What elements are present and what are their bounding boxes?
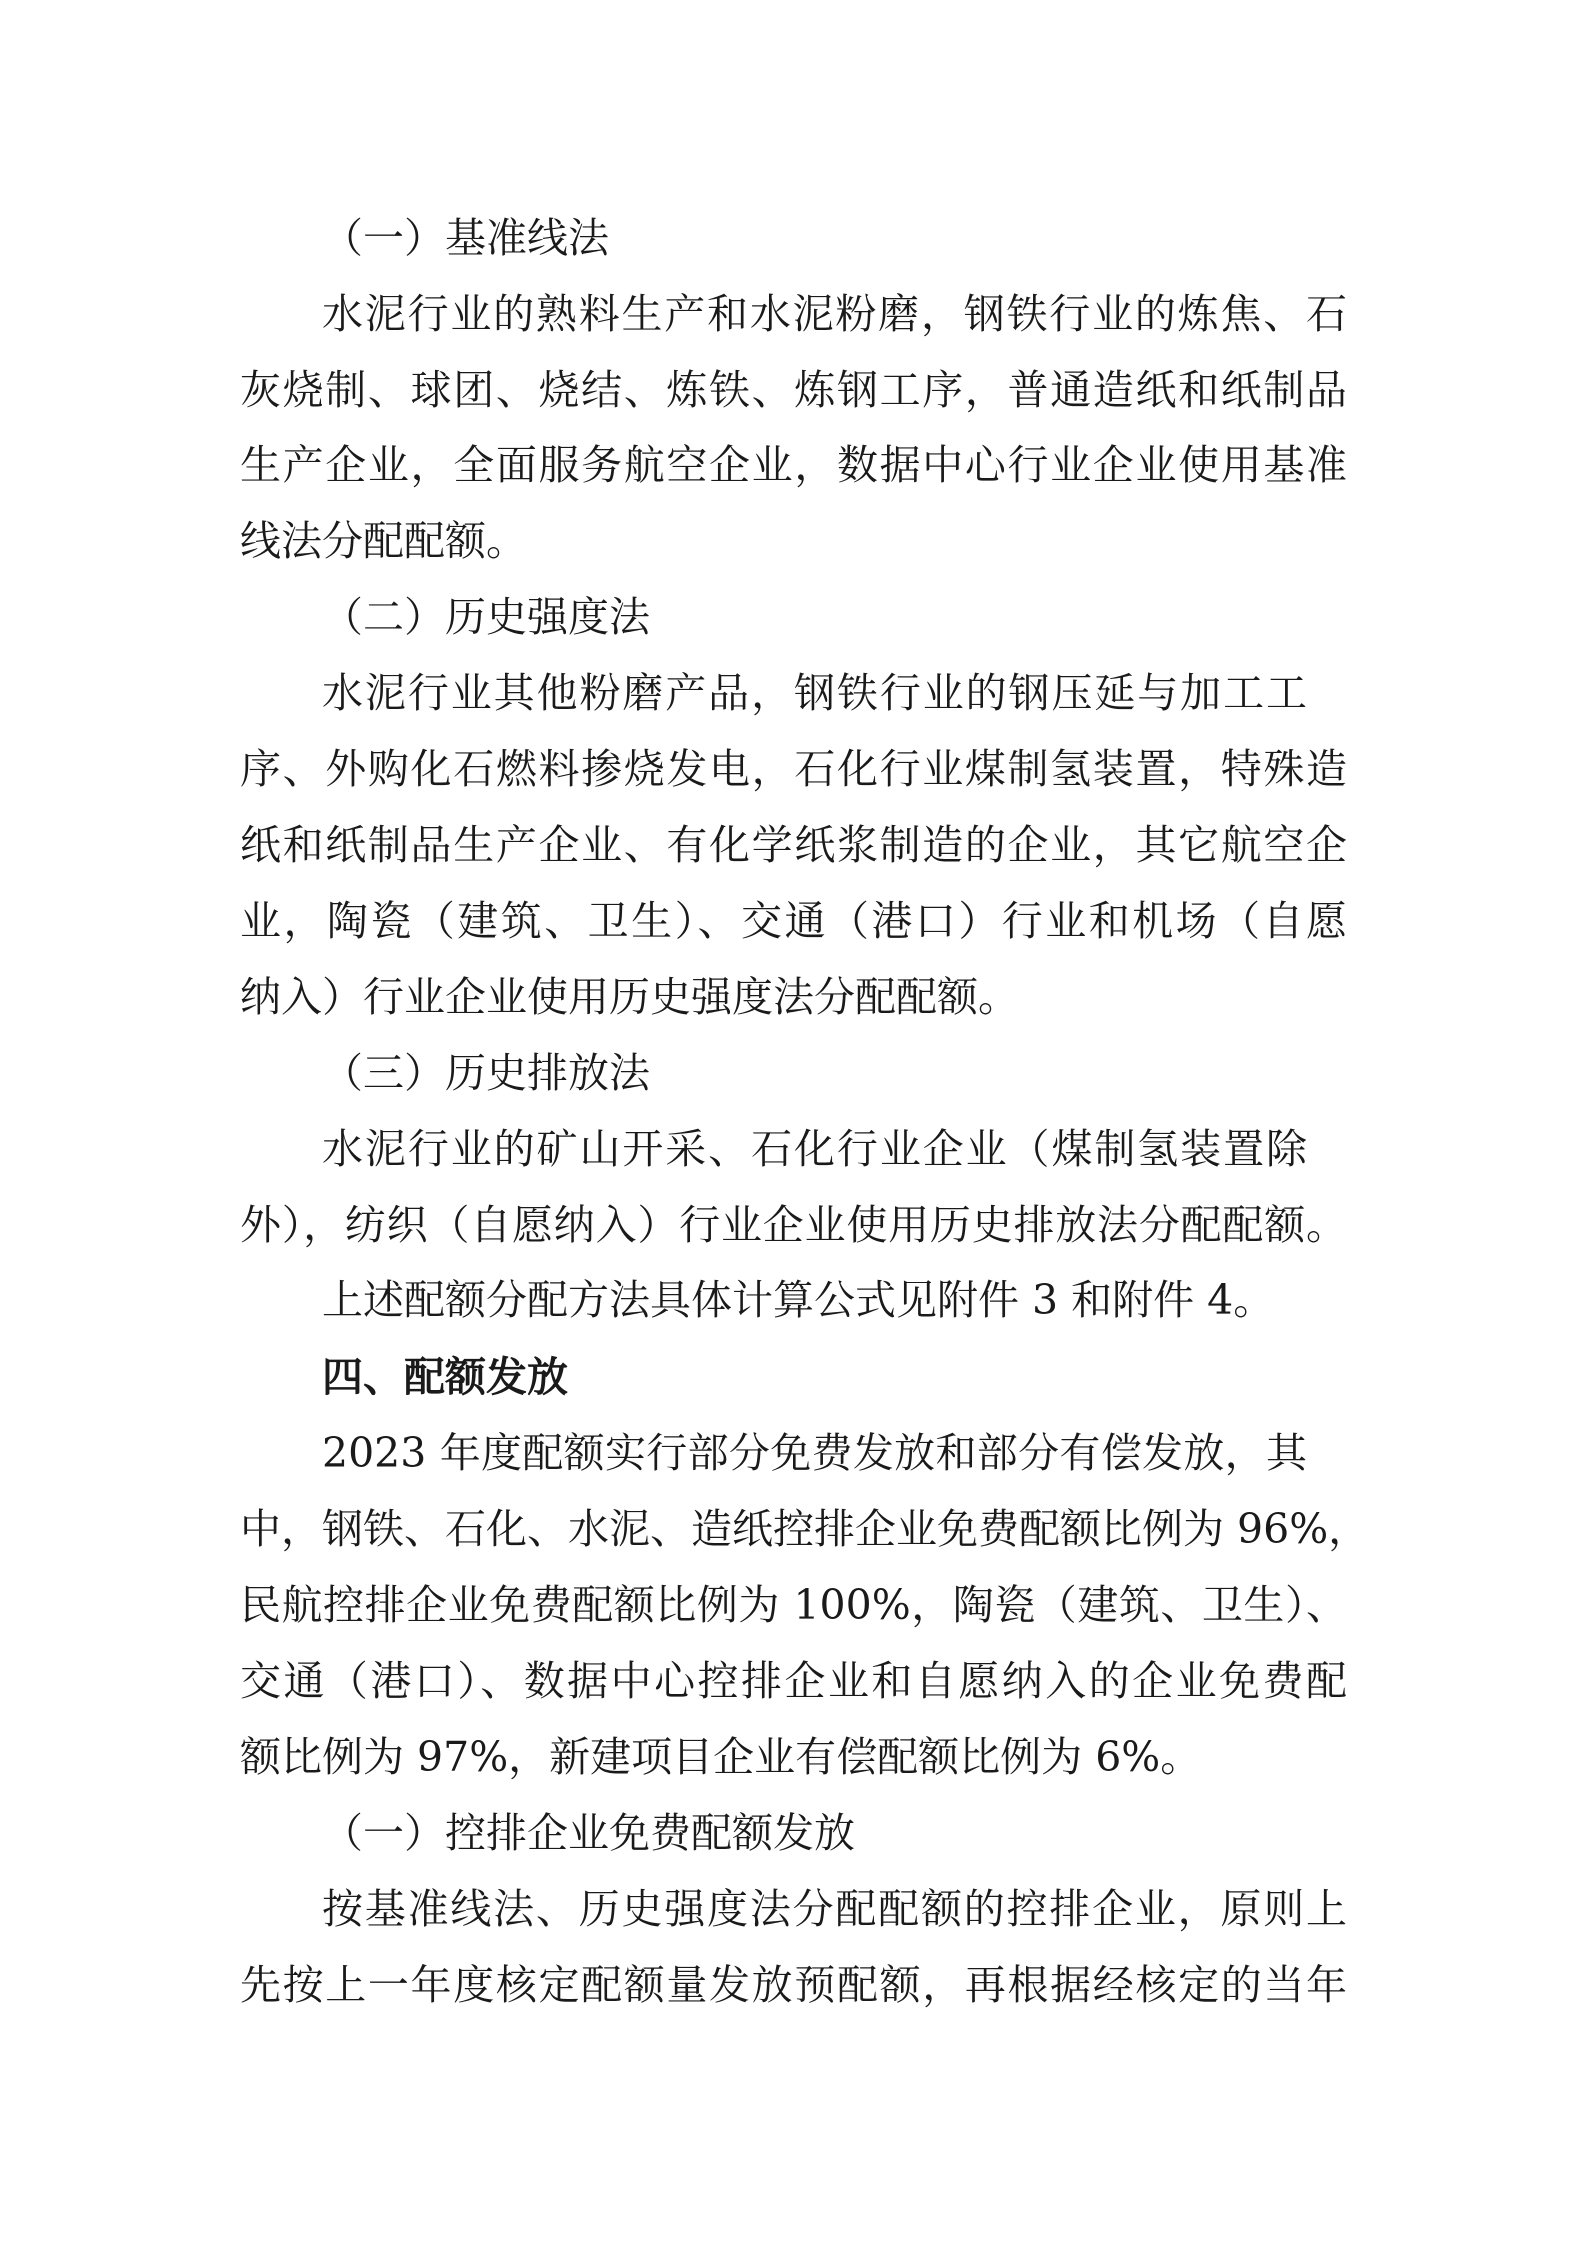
paragraph-line: 额比例为 97%，新建项目企业有偿配额比例为 6%。 xyxy=(240,1733,1202,1781)
section-heading-baseline-method: （一）基准线法 xyxy=(322,214,609,262)
section-heading-free-quota-issuance: （一）控排企业免费配额发放 xyxy=(322,1809,855,1857)
paragraph-line: 业，陶瓷（建筑、卫生）、交通（港口）行业和机场（自愿 xyxy=(240,897,1347,945)
section-heading-historical-intensity: （二）历史强度法 xyxy=(322,593,650,641)
paragraph-line: 外），纺织（自愿纳入）行业企业使用历史排放法分配配额。 xyxy=(240,1201,1347,1249)
paragraph-line: 2023 年度配额实行部分免费发放和部分有偿发放，其 xyxy=(322,1429,1307,1477)
paragraph-line: 民航控排企业免费配额比例为 100%，陶瓷（建筑、卫生）、 xyxy=(240,1581,1347,1629)
paragraph-line: 线法分配配额。 xyxy=(240,517,527,565)
paragraph-line: 水泥行业其他粉磨产品，钢铁行业的钢压延与加工工 xyxy=(322,669,1307,717)
paragraph-line: 按基准线法、历史强度法分配配额的控排企业，原则上 xyxy=(322,1885,1347,1933)
paragraph-line: 纳入）行业企业使用历史强度法分配配额。 xyxy=(240,973,1019,1021)
paragraph-line: 水泥行业的熟料生产和水泥粉磨，钢铁行业的炼焦、石 xyxy=(322,290,1347,338)
paragraph-line: 纸和纸制品生产企业、有化学纸浆制造的企业，其它航空企 xyxy=(240,821,1347,869)
paragraph-line: 水泥行业的矿山开采、石化行业企业（煤制氢装置除 xyxy=(322,1125,1307,1173)
paragraph-line: 交通（港口）、数据中心控排企业和自愿纳入的企业免费配 xyxy=(240,1657,1347,1705)
paragraph-line: 序、外购化石燃料掺烧发电，石化行业煤制氢装置，特殊造 xyxy=(240,745,1347,793)
section-heading-historical-emission: （三）历史排放法 xyxy=(322,1049,650,1097)
paragraph-line: 上述配额分配方法具体计算公式见附件 3 和附件 4。 xyxy=(322,1276,1275,1324)
paragraph-line: 生产企业，全面服务航空企业，数据中心行业企业使用基准 xyxy=(240,441,1347,489)
paragraph-line: 灰烧制、球团、烧结、炼铁、炼钢工序，普通造纸和纸制品 xyxy=(240,366,1347,414)
section-heading-quota-issuance: 四、配额发放 xyxy=(322,1353,568,1401)
paragraph-line: 先按上一年度核定配额量发放预配额，再根据经核定的当年 xyxy=(240,1961,1347,2009)
paragraph-line: 中，钢铁、石化、水泥、造纸控排企业免费配额比例为 96%， xyxy=(240,1505,1370,1553)
